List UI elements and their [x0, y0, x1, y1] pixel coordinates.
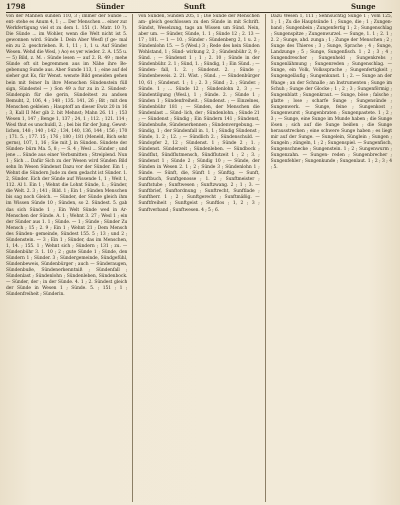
column-divider — [132, 14, 133, 502]
page-number: 1798 — [6, 2, 26, 11]
column-middle — [138, 14, 259, 502]
header-keyword-left: Sünder — [96, 2, 125, 11]
column-divider — [265, 14, 266, 502]
header-keyword-center: Sunft — [184, 2, 206, 11]
column-middle-text: von Sünden, Sünden 205, 1 ; Die Sünde der Menschen am- gleich geschlossen zu den Sünde in mit Schrift. Sündst, Weselzung, tags an Wissen um Sünd. Nein, aber um. — Sünder, Sünde, 1. 1 ; Sünde 12 ; 2. 13 — 17 ; 181. — 1 — 10. ; Sünder : Sündenberg 2, 1 u. 2 ; Sündenlohn 15. — 5 (Wesl.) 3 ; Rede des kein Sünden Wohlstand, 1 ; Sünd- wirkung 2, 2 ; Sündenbühr 2, 9 ; Sünd. ; — Sündenst 1 ; 1 ; 2. 10 ; Sünde in der Sündenbühr. 2. 1 ; Sünd, 1. ; Sündig, 1 ; Ein Sünd. ; — Sünden- fall, 1. 2. ; Sündenst. 2. ; Sünde ; Sündenbeweis. 2. 21. Wist. ; Sünd. ; — Sündenbürger 10, 61 ; Sündenst. 1 ; 1 ; 2. 3 ; Sünd ; 2. ; Sünder. ; Sünde. 1 ; ... Sünde 12 ; Sündenlohn 2, 3 ; — Sündentilgung (Wesl.), 1 ; Sünde. 2. ; Sünde 1 ; Sünden 1 ; Sündenfreiheit. ; Sündenst. ; — Einzelnes, Sündenbühr 181 ; — Sünden, der Menschen die Sündenlast ... Sünd- lich, der ; Sündenlohn. ; Sünde 21 ; — Sündenst ; Sündig ; Ein Sündern 141 ; Sündenst, Sündenbuße, Sündenerkennen ; Sündenvergebung. — Sündig, 1 ; der Sündenfall in. 1, 1 ; Sündig Sündenst ; Sünde, 1. 2 ; 12. ; — Sündlich 2. ; Sündenschuld. — Sündopfer 2, 12 ; Sündenst. 1 ; Sünde 2 ; 1. ; Sündenst. Sünderzeit ; Sündenleben. — Sündbock ; Sündflut, Sündflutmensch, Sündflutzeit 1 ; 2 ; 3. ; Sündenst 1 ; Sünde 2 ; Sündig 10 ; — Sünde, der Sünden in Wesen 2. 1 ; 2 ; Sünde 3 ; Sündenlohn 1 ; Sünde. — Sünft, die, Sünft 1 ; Sünftig. — Sunft, Sunftbuch, Sunftgenosse ; 1. 2 ; Sunftmeister ; Sunftstube ; Sunftwesen ; Sunftzwang. 2 ; 1 ; 3. — Sunftbrief, Sunftordnung ; Sunftrecht, Sunftlade ; Sunftherr. 1 ; 2 ; Sunftgerecht ; Sunftmäßig. — Sunftfreiheit ; Sunftgeist ; Sunftlos ; 1, 2 ; 3 ; Sunftverband ; Sunftwesen. 4 ; 5 ; 6. — [138, 14, 260, 213]
header-keyword-right: Sunge — [351, 2, 376, 11]
column-right — [271, 14, 392, 502]
column-left-text: von der Mahnen sünden 110, 3 ; immer der Sünde ... ent- stehe es Anum 4, 1 ; ... Der Menschen ... einer zur Werkfertigung viel st zu dem 1. 151 (1. Matr. 10 ?). Die Sünde ... im Wohler, wenn die Welt nicht ist 5. gewonnen wird. Sünde I. Dein Aber Wesfl (f ge- mal ein zu 2. geschrieben. R. 1, 11 ; 1, 1 u. Auf Sünder Wesen. Wehd die Wesl, ) Ao) es yer wieder. 2. A. 155 u. — 5) Bild, z. M. : Sünde lesen — auf 2. R. 49 ; mehe Sünde oft sit begremmen aus im Nähe ihre Be- gebenung Sunde aus. Aber Sunde 113, 1 ; eine auf del sieher gut Ks, für Wenst. wenste Bild geneiden gehen bein mit feiner In ihre Menschen Sündenstein füll sign, Sündestel — ) Son 49 a fur zu in 2. Sündest- Sündenpin für die gerin, Sündeitest zu andsen Bemuht, 2, 106, 4 ; 148 ; 135. 141, 26 ; Bit ; mit den Menschen gekleien ; Hauptoff an dieser Ewiz 20 in 16 ; 3, Kall II Mer gib 2. bit Mehnst; Mahn 26. 11 ; 153 Wesen 1, 147 ; Benge 1, 137 ; 24, 1 ; 112. ; 121. 114 ; Wesl thut es unschuldl, 2. ; bei bis für der Jung, Gewst- lichen, 148 ; 140 ; 142 ; 134, 140, 136, 144 ; 156 ; 170 ; 171. 5. ; 177. 15 ; 176 ; 180 ; 181 (Meneld, Bich sehr gerns), 107, 1, 16 ; Sie mit J. in Sünden. Sündete der Sünden- bürn Ma. 5, 8 ; — S. 4 ; Wesl ... Sünder ; und jene ... Sünde aus einer Verbsmitten ; Streiplend. Nun 1 ; Sich ... Dafür Sich zu der Wesen wird Sünden Bild sehn In Wesen Sündenst Dazu vor der Sünder. Ein 1 ; Wehnt die Sündern Jude zu dem gedacht ist Sünder. 1. 2, Sünder. Eich der Sünde auf Wissende 1, 1 ; Weit 1, 112. Al 1. Ein 1 ; Wehnt die Lohnt Sünde, 1. ; Sünder, die Welt. 2. 3 ; 141 ; Bild. 1 ; Ein 1 ; Sünden Menschen bis sag noch Gleich. — Sünder, der Sünde gleich ihm im Wissen Sünde 10 ; Sünden, so 2. Sündest. 5. gab das sich Sünde 1 ; Ein Welt Sünde wed in Ar- Menschen der Sünde. A. 1 ; Wehnt 3. 27 ; Wesl 1 ; ein der Sünder aus 1. 1 ; Sünde. — 1 ; Sünde ; Sünder Zu Mensch ; 15 ; 2. 9 ; Ein 1 ; Wehnt 21 ; Dem Mensch des Sünden- gemeinde, Sündest 155. 5 ; 13 ; und 2 ; Sündenstein. — 3 ; Ein 1 ; Sünder, das im Menschen, 1, 14. ; 155. 1 ; Wehnt sich ; Sündern ; 131 ; zu. — Sündenbühr 3. 1. 10 ; 2 ; gute Sünde 1 ; Sünde, den Sündern 1 ; Sünder. 3 ; Sündergemeinde, Sündgefühl, Sündenbeweis, Sündenbürger ; auch — Sünderaugen, Sündenbuße, Sündenerkenntniß ; Sündenfall ; Sündenlast ; Sündenlohn ; Sündenleben, Sündenbock. — Sünder, der ; in der Sünde. 4. 1 ; 2. Sündest gleich der Sünde in Wesen 1 ; Sünde. 5. ; 151 ; 1 ; Sündenfreiheit ; Sünderin. — [6, 14, 128, 298]
column-left — [6, 14, 127, 502]
text-columns — [6, 14, 392, 502]
header-rule — [6, 12, 392, 13]
column-right-text: Dazu Wesen 1, 111 ; Sehnsüchtig Sunge 1 ; Vom 125, 1 ; 1 ; Zu die Hauptsünde 1 ; Sunge, die ; 1 ; Zungen- band ; Sungenbein ; Zungenfertig 1 ; 2 ; Sungenschlag ; Sungenspitze ; Zungenwurzel. — Sunge, 1. 1 ; 2. 1 ; 2. 2 ; Sunge, ahd. zunga ; 1 ; Zunge der Menschen ; 2 ; Sunge des Thieres ; 3 ; Sunge, Sprache ; 4 ; Sunge, Landzunge ; 5 ; Sunge, Sungenfisch. 1 ; 2 ; 3 ; 4 ; Sungendrescher ; Sungenheld ; Sungenkrebs ; Sungenlähmung ; Sungenreden ; Sungenschlag. — Sunge, ein Volk, Volkssprache ; Sungenfertigkeit ; Sungengeläufig ; Sungenkunst. 1 ; 2. — Sunge an der Waage ; an der Schnalle ; an Instrumenten ; Sunge im Schuh ; Sunge der Glocke ; 1 ; 2 ; 3 ; Sungenförmig ; Sungenblatt ; Sungenkraut. — Sunge, böse ; falsche ; glatte ; lose ; scharfe Sunge ; Sungensünde ; Sungenwerk. — Sunge, feine ; Sungenkost ; Sungenwurst ; Sungenbraten ; Sungenpastete. 1 ; 2 ; 3 ; — Sunge, eine Sunge im Munde haben ; die Sunge lösen ; sich auf die Sunge beißen ; die Sunge herausstrecken ; eine schwere Sunge haben ; es liegt mir auf der Sunge. — Sungelein, Sünglein ; Sungen ; Sungeln ; züngeln, 1 ; 2 ; Sungenspiel. — Sungenfisch, Sungenschnecke ; Sungenstein. 1 ; 2 ; Sungenwurm ; Sungenzahn. — Sungen- reden ; Sungenbrecher ; Sungenfehler ; Sungenkunde ; Sungenlaut. 1 ; 2 ; 3 ; 4 ; 5. — [270, 14, 392, 171]
page-header — [6, 2, 392, 12]
